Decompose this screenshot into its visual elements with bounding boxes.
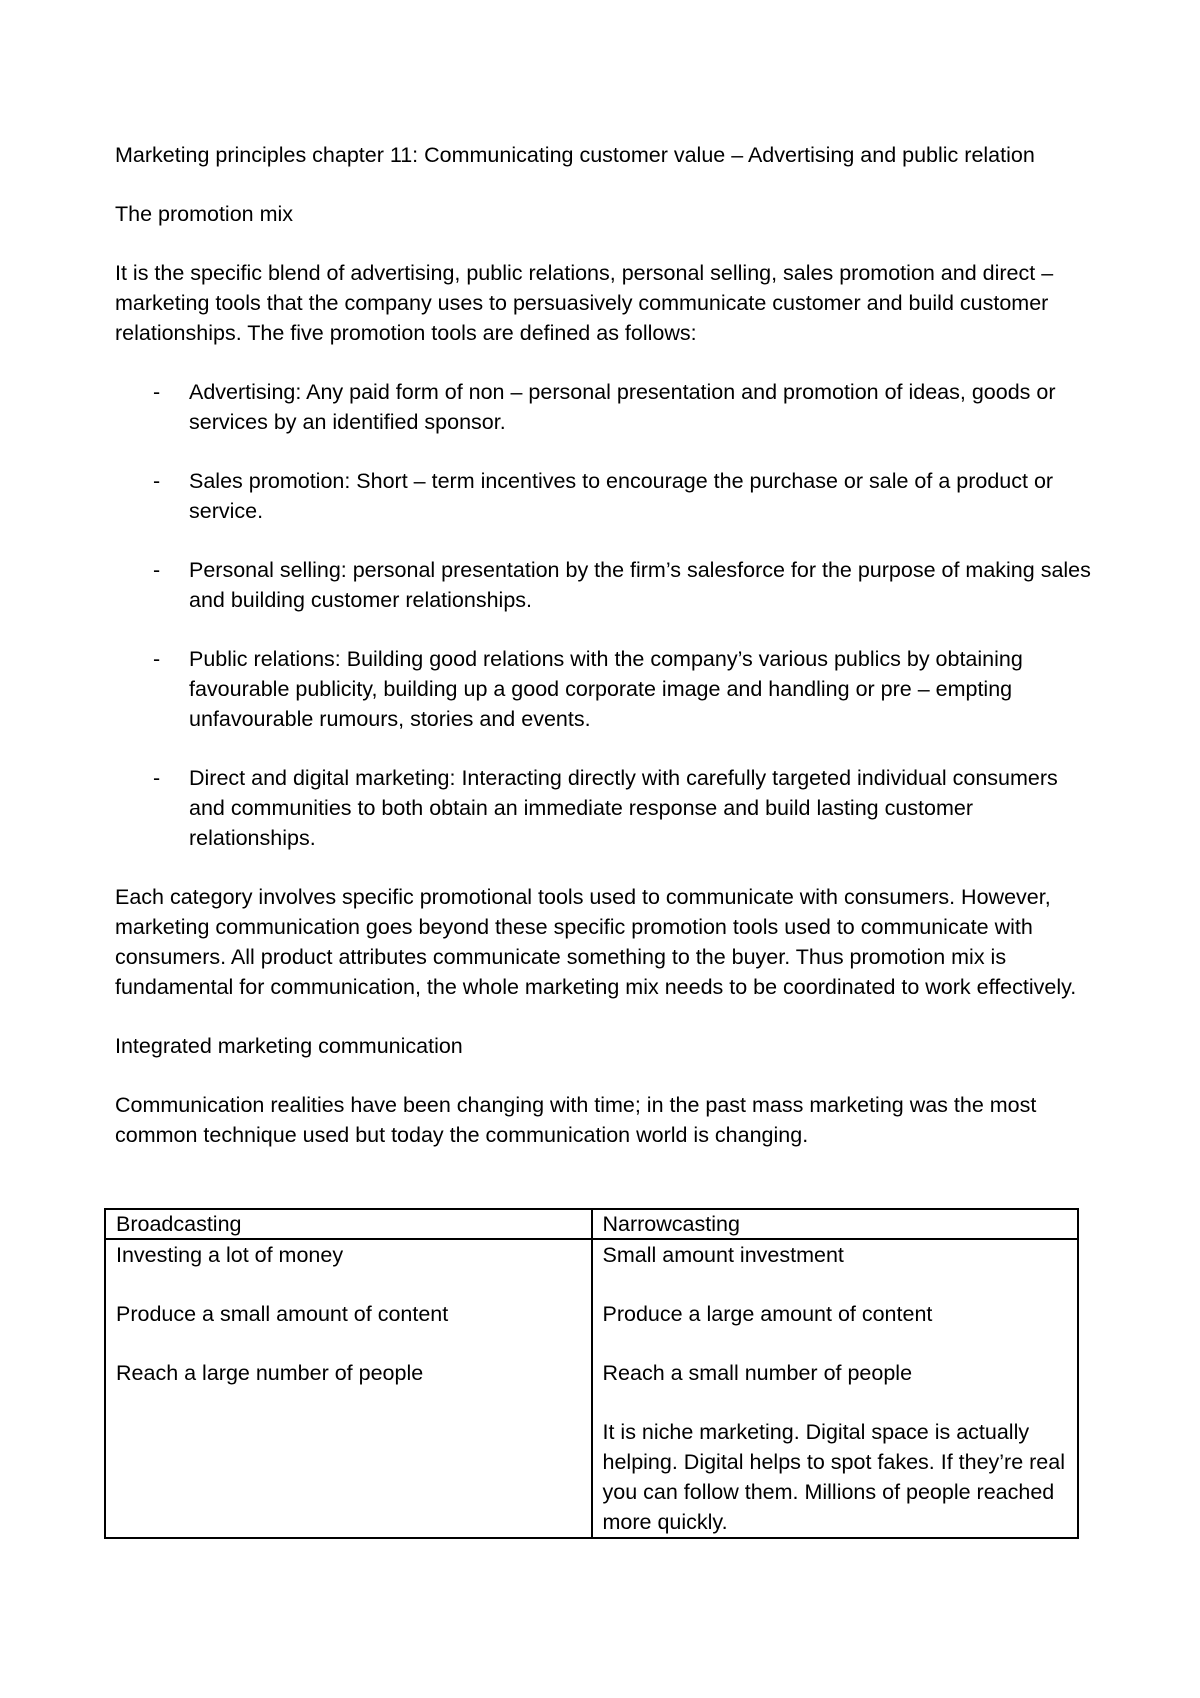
list-item-text: Public relations: Building good relations with the company’s various publics by obtaining favourable publicity, building up a good corporate image and handling or pre – empting unfavourable rumours, stories and events. <box>189 647 1023 731</box>
document-title: Marketing principles chapter 11: Communicating customer value – Advertising and public relation <box>115 143 1035 167</box>
list-item-text: Direct and digital marketing: Interacting directly with carefully targeted individual consumers and communities to both obtain an immediate response and build lasting customer relationships. <box>189 766 1058 850</box>
comparison-table <box>104 1208 1079 1539</box>
header-narrowcasting: Narrowcasting <box>592 1209 1079 1239</box>
promotion-tools-list <box>115 377 1095 853</box>
table-header-row <box>105 1209 1078 1239</box>
list-item <box>115 644 1095 734</box>
imc-paragraph: Communication realities have been changing with time; in the past mass marketing was the most common technique used but today the communication world is changing. <box>115 1093 1037 1147</box>
bullet-dash: - <box>153 469 161 493</box>
list-item-text: Sales promotion: Short – term incentives to encourage the purchase or sale of a product or service. <box>189 469 1054 523</box>
bullet-dash: - <box>153 558 161 582</box>
section-heading-imc: Integrated marketing communication <box>115 1034 463 1058</box>
table-cell-text: Produce a large amount of content <box>602 1302 933 1326</box>
bullet-dash: - <box>153 766 161 790</box>
list-item-text: Personal selling: personal presentation by the firm’s salesforce for the purpose of making sales and building customer relationships. <box>189 558 1091 612</box>
table-cell-text: Produce a small amount of content <box>116 1302 449 1326</box>
section-heading-promotion-mix: The promotion mix <box>115 202 294 226</box>
list-item-text: Advertising: Any paid form of non – personal presentation and promotion of ideas, goods or services by an identified sponsor. <box>189 380 1056 434</box>
list-item <box>115 763 1095 853</box>
list-item <box>115 466 1095 526</box>
intro-paragraph: It is the specific blend of advertising, public relations, personal selling, sales promotion and direct – marketing tools that the company uses to persuasively communicate customer and build customer relationships. The five promotion tools are defined as follows: <box>115 261 1054 345</box>
table-cell-text: Reach a large number of people <box>116 1361 424 1385</box>
broadcasting-cell <box>105 1239 592 1538</box>
document-body <box>115 140 1095 1539</box>
table-cell-text: Small amount investment <box>602 1243 844 1267</box>
table-cell-text: It is niche marketing. Digital space is actually helping. Digital helps to spot fakes. If they’re real you can follow them. Millions of people reached more quickly. <box>602 1420 1066 1534</box>
comparison-table-wrapper <box>115 1208 1095 1539</box>
table-row <box>105 1239 1078 1538</box>
header-broadcasting: Broadcasting <box>105 1209 592 1239</box>
list-item <box>115 555 1095 615</box>
list-item <box>115 377 1095 437</box>
table-cell-text: Reach a small number of people <box>602 1361 913 1385</box>
narrowcasting-cell <box>592 1239 1079 1538</box>
summary-paragraph: Each category involves specific promotional tools used to communicate with consumers. However, marketing communication goes beyond these specific promotion tools used to communicate with consumers. All product attributes communicate something to the buyer. Thus promotion mix is fundamental for communication, the whole marketing mix needs to be coordinated to work effectively. <box>115 885 1077 999</box>
table-cell-text: Investing a lot of money <box>116 1243 344 1267</box>
bullet-dash: - <box>153 380 161 404</box>
bullet-dash: - <box>153 647 161 671</box>
